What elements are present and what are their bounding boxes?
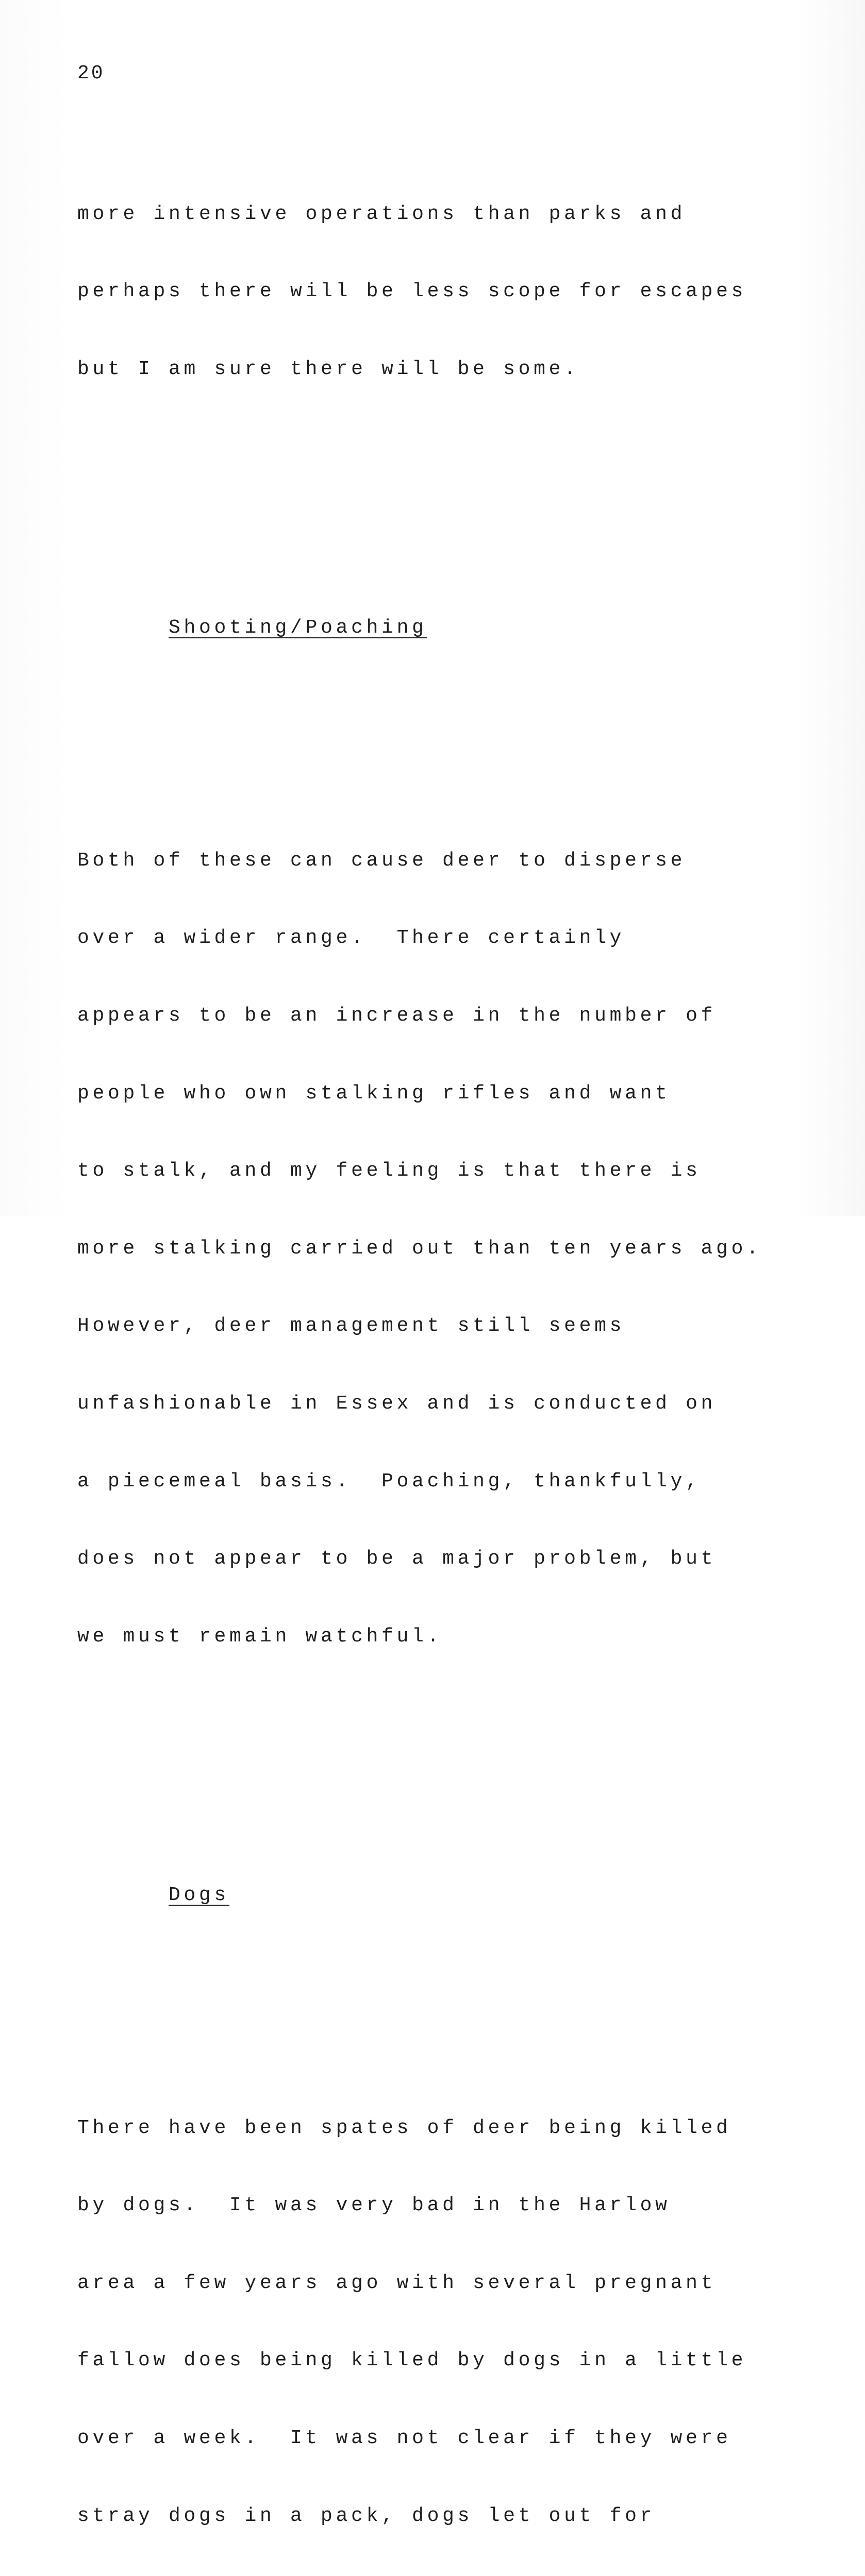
text-line: more stalking carried out than ten years ago. <box>77 1237 762 1260</box>
paragraph-shooting-poaching <box>77 796 851 1701</box>
text-line: by dogs. It was very bad in the Harlow <box>77 2194 671 2217</box>
page-number: 20 <box>77 62 105 84</box>
heading-text: Shooting/Poaching <box>169 617 427 639</box>
text-line: over a week. It was not clear if they were <box>77 2427 731 2449</box>
section-heading-shooting-poaching <box>77 589 851 667</box>
intro-paragraph <box>77 149 851 434</box>
paragraph-dogs <box>77 2063 851 2576</box>
text-line: does not appear to be a major problem, but <box>77 1548 717 1570</box>
text-line: fallow does being killed by dogs in a little <box>77 2349 747 2372</box>
text-line: people who own stalking rifles and want <box>77 1082 671 1105</box>
text-line: to stalk, and my feeling is that there is <box>77 1160 701 1182</box>
text-line: appears to be an increase in the number of <box>77 1005 717 1027</box>
heading-text: Dogs <box>169 1884 230 1906</box>
text-line: over a wider range. There certainly <box>77 927 625 950</box>
section-heading-dogs <box>77 1857 851 1935</box>
text-line: a piecemeal basis. Poaching, thankfully, <box>77 1470 701 1493</box>
text-line: we must remain watchful. <box>77 1625 443 1648</box>
text-line: area a few years ago with several pregnant <box>77 2272 717 2294</box>
text-line: but I am sure there will be some. <box>77 358 579 380</box>
text-line: stray dogs in a pack, dogs let out for <box>77 2504 656 2527</box>
text-line: There have been spates of deer being killed <box>77 2116 731 2139</box>
text-line: unfashionable in Essex and is conducted on <box>77 1392 717 1415</box>
text-line: Both of these can cause deer to disperse <box>77 849 686 872</box>
text-line: perhaps there will be less scope for escapes <box>77 280 747 303</box>
text-line: more intensive operations than parks and <box>77 202 686 225</box>
page-body <box>77 98 851 2576</box>
text-line: However, deer management still seems <box>77 1315 625 1337</box>
